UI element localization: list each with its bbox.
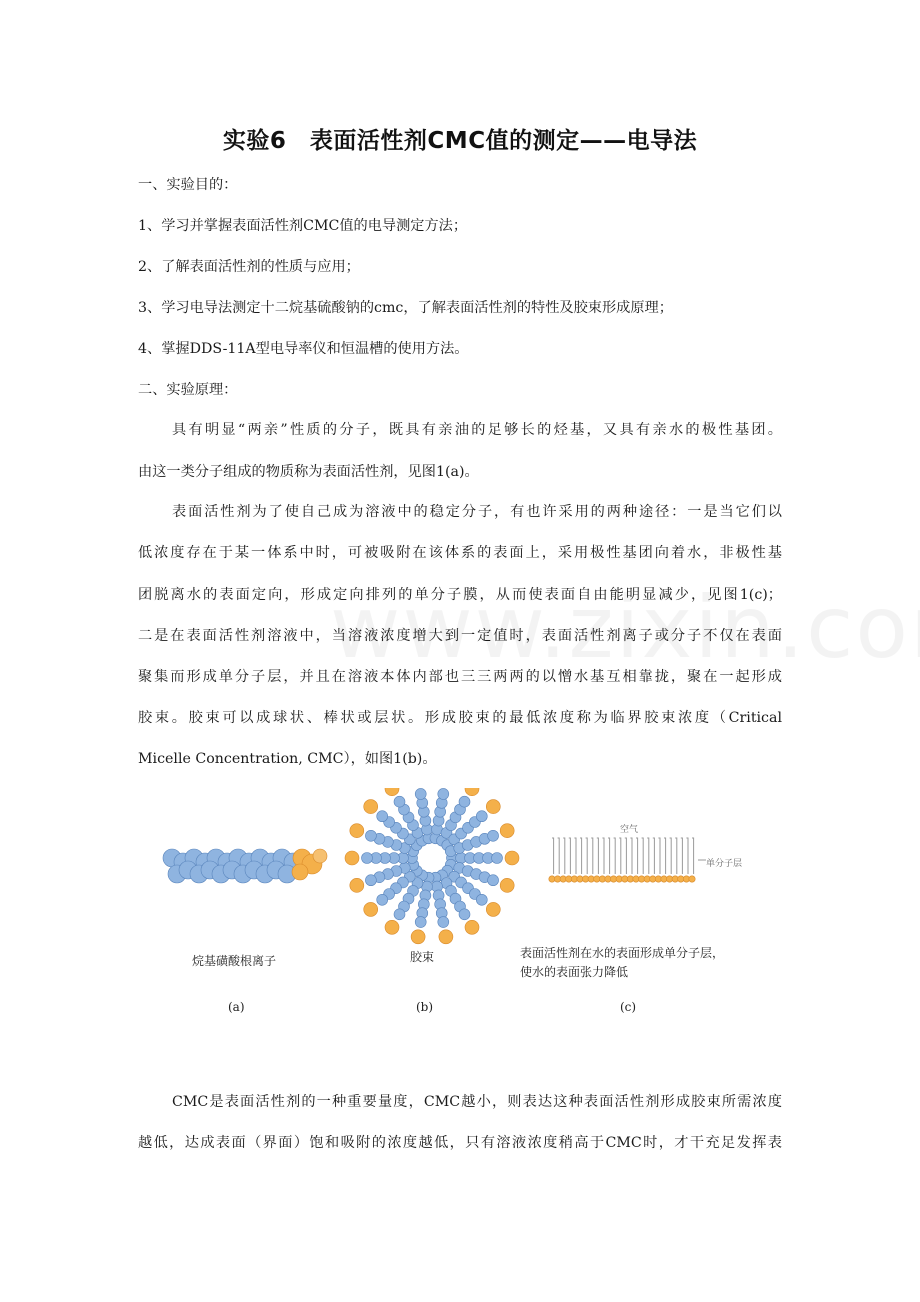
subfigure-label-a: (a) xyxy=(228,1000,245,1014)
para2-line-2: 低浓度存在于某一体系中时，可被吸附在该体系的表面上，采用极性基团向着水，非极性基 xyxy=(138,545,782,561)
watermark xyxy=(330,578,920,678)
para2-line-5: 聚集而形成单分子层，并且在溶液本体内部也三三两两的以憎水基互相靠拢，聚在一起形成 xyxy=(138,669,782,685)
micelle-illustration xyxy=(345,788,519,944)
monolayer-illustration xyxy=(549,838,706,882)
caption-b: 胶束 xyxy=(410,950,435,964)
subfigure-label-c: (c) xyxy=(620,1000,637,1014)
para2-line-6: 胶束。胶束可以成球状、棒状或层状。形成胶束的最低浓度称为临界胶束浓度（Critical xyxy=(138,710,782,726)
purpose-item-2: 2、了解表面活性剂的性质与应用； xyxy=(138,259,360,275)
para1-line-2: 由这一类分子组成的物质称为表面活性剂，见图1(a)。 xyxy=(138,464,479,480)
purpose-item-1: 1、学习并掌握表面活性剂CMC值的电导测定方法； xyxy=(138,218,468,234)
caption-c-line-2: 使水的表面张力降低 xyxy=(520,965,629,979)
label-monolayer: 单分子层 xyxy=(706,859,743,869)
para2-line-1: 表面活性剂为了使自己成为溶液中的稳定分子，有也许采用的两种途径：一是当它们以 xyxy=(172,504,782,520)
label-air: 空气 xyxy=(620,825,639,835)
para2-line-4: 二是在表面活性剂溶液中，当溶液浓度增大到一定值时，表面活性剂离子或分子不仅在表面 xyxy=(138,628,782,644)
caption-c-line-1: 表面活性剂在水的表面形成单分子层， xyxy=(520,946,725,960)
para3-line-1: CMC是表面活性剂的一种重要量度，CMC越小，则表达这种表面活性剂形成胶束所需浓度 xyxy=(172,1094,782,1110)
figure-illustration xyxy=(150,788,780,1028)
alkyl-chain-illustration xyxy=(163,849,327,883)
purpose-item-3: 3、学习电导法测定十二烷基硫酸钠的cmc，了解表面活性剂的特性及胶束形成原理； xyxy=(138,300,673,316)
page-title: 实验6 表面活性剂CMC值的测定——电导法 xyxy=(222,128,698,154)
figure-1 xyxy=(150,788,780,1028)
subfigure-label-b: (b) xyxy=(416,1000,434,1014)
para1-line-1: 具有明显“两亲”性质的分子，既具有亲油的足够长的烃基，又具有亲水的极性基团。 xyxy=(172,422,782,438)
para2-line-3: 团脱离水的表面定向，形成定向排列的单分子膜，从而使表面自由能明显减少，见图1(c)； xyxy=(138,587,782,603)
caption-a: 烷基磺酸根离子 xyxy=(192,954,277,968)
section-heading-principle: 二、实验原理： xyxy=(138,382,238,398)
para3-line-2: 越低，达成表面（界面）饱和吸附的浓度越低，只有溶液浓度稍高于CMC时，才干充足发挥表 xyxy=(138,1135,782,1151)
para2-line-7: Micelle Concentration, CMC），如图1(b)。 xyxy=(138,751,437,767)
section-heading-purpose: 一、实验目的： xyxy=(138,177,238,193)
purpose-item-4: 4、掌握DDS-11A型电导率仪和恒温槽的使用方法。 xyxy=(138,341,469,357)
